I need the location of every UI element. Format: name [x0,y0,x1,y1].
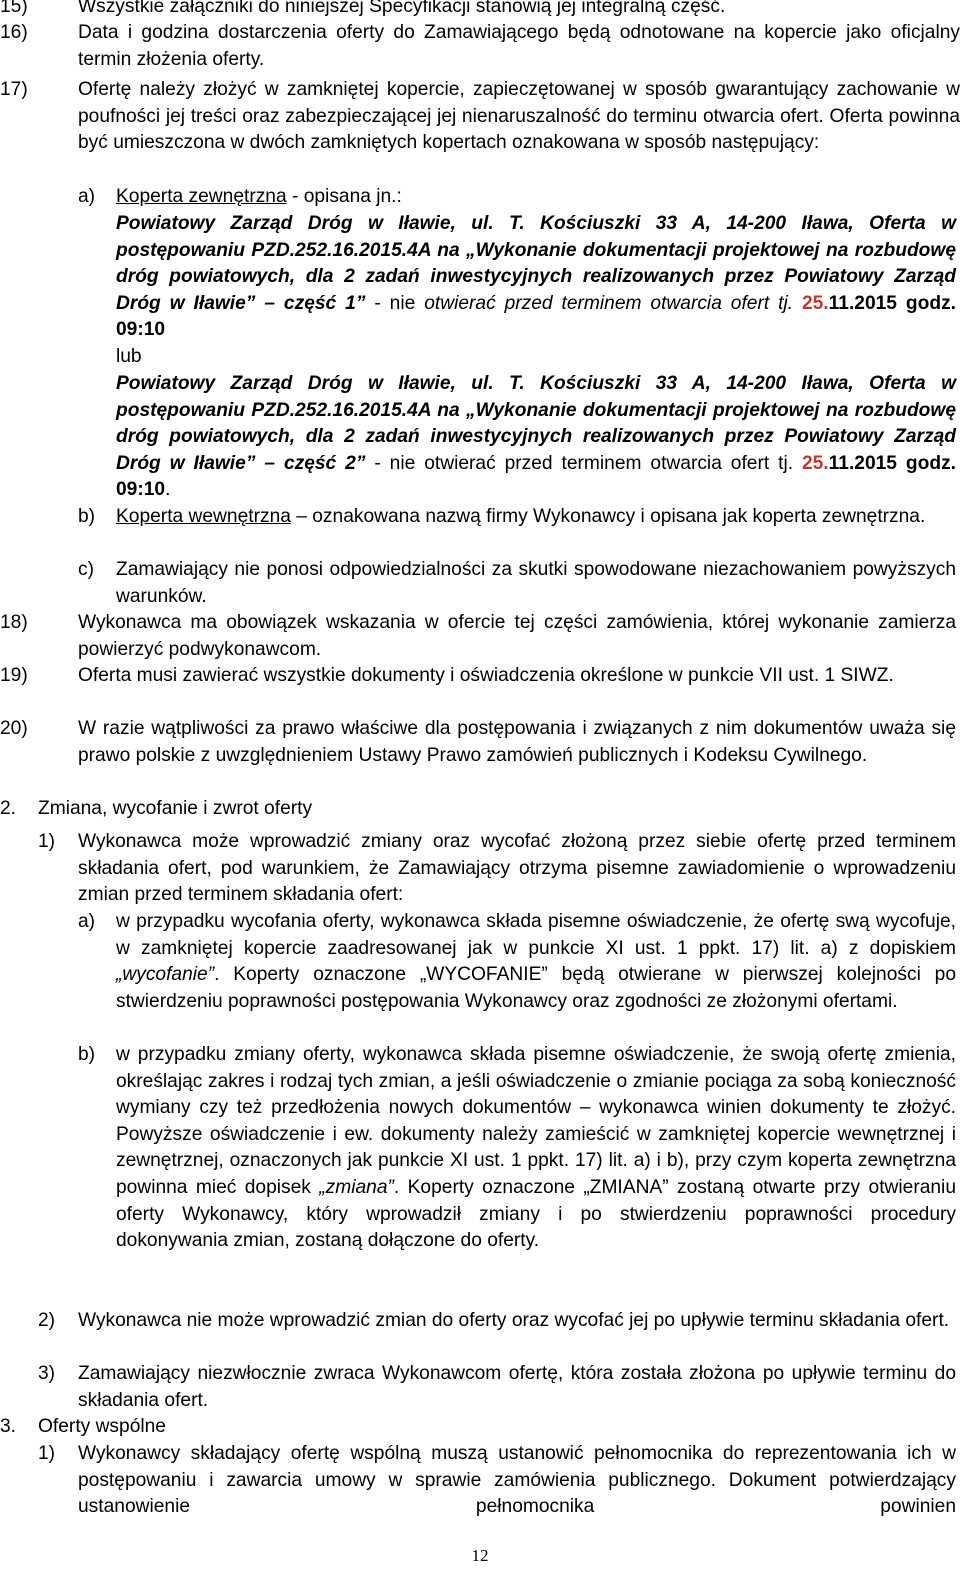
envelope-label-or: lub [116,346,142,367]
item-number: 17) [0,79,28,100]
section-heading-2: 2. Zmiana, wycofanie i zwrot oferty [0,798,313,819]
sub-item-17a [0,184,960,211]
page-number: 12 [471,1546,489,1565]
item-text: Ofertę należy złożyć w zamkniętej kopercie, zapieczętowanej w sposób gwarantujący zachowanie w poufności jej treści oraz zabezpieczającej jej nienaruszalność do terminu otwarcia ofert. Oferta powinna być umieszczona w dwóch zamkniętych kopertach oznakowana w sposób następujący: [78,79,960,154]
section2-item-1b: b) w przypadku zmiany oferty, wykonawca składa pisemne oświadczenie, że swoją ofertę zmienia, określając zakres i rodzaj tych zmian, a jeśli oświadczenie o zmianie pociąga za sobą konieczność wymiany czy też przedłożenia nowych dokumentów – wykonawca winien dokumenty te złożyć. Powyższe oświadczenie i ew. dokumenty należy zamieścić w zamkniętej kopercie wewnętrznej i zewnętrznej, oznaczonych jak punkcie XI ust. 1 ppkt. 17) lit. a) i b), przy czym koperta zewnętrzna powinna mieć dopisek „zmiana”. Koperty oznaczone „ZMIANA” zostaną otwarte przy otwieraniu oferty Wykonawcy, który wprowadził zmiany i po stwierdzeniu poprawności procedury dokonywania zmian, zostaną dołączone do oferty. [78,1044,956,1252]
section-heading-3: 3. Oferty wspólne [0,1416,166,1437]
list-item-15 [0,0,960,21]
item-number: 16) [0,22,28,43]
inner-envelope-label: Koperta wewnętrzna [116,506,291,527]
item-text: Data i godzina dostarczenia oferty do Zamawiającego będą odnotowane na kopercie jako oficjalny termin złożenia oferty. [78,22,960,70]
sub-item-letter: c) [78,559,94,580]
section2-item-3: 3) Zamawiający niezwłocznie zwraca Wykonawcom ofertę, która została złożona po upływie terminu do składania ofert. [38,1363,956,1411]
section2-item-1a: a) w przypadku wycofania oferty, wykonawca składa pisemne oświadczenie, że ofertę swą wycofuje, w zamkniętej kopercie zaadresowanej jak w punkcie XI ust. 1 ppkt. 17) lit. a) z dopiskiem „wycofanie”. Koperty oznaczone „WYCOFANIE” będą otwierane w pierwszej kolejności po stwierdzeniu poprawności postępowania Wykonawcy oraz zgodności ze złożonymi ofertami. [78,911,956,1012]
list-item-19: 19) Oferta musi zawierać wszystkie dokumenty i oświadczenia określone w punkcie VII ust. 1 SIWZ. [0,665,894,686]
list-item-20: 20) W razie wątpliwości za prawo właściwe dla postępowania i związanych z nim dokumentów uważa się prawo polskie z uwzględnieniem Ustawy Prawo zamówień publicznych i Kodeksu Cywilnego. [0,718,956,766]
sub-item-17b: b) Koperta wewnętrzna – oznakowana nazwą firmy Wykonawcy i opisana jak koperta zewnętrzna. [0,504,956,531]
list-item-16 [0,20,960,73]
section2-item-1: 1) Wykonawca może wprowadzić zmiany oraz wycofać złożoną przez siebie ofertę przed terminem składania ofert, pod warunkiem, że Zamawiający otrzyma pisemne zawiadomienie o wprowadzeniu zmian przed terminem składania ofert: [38,831,956,906]
list-item-18: 18) Wykonawca ma obowiązek wskazania w ofercie tej części zamówienia, której wykonanie zamierza powierzyć podwykonawcom. [0,612,956,660]
sub-item-letter: b) [78,506,96,527]
list-item-17 [0,77,960,157]
section3-item-1: 1) Wykonawcy składający ofertę wspólną muszą ustanowić pełnomocnika do reprezentowania ich w postępowaniu i zawarcia umowy w sprawie zamówienia publicznego. Dokument potwierdzający ustanowienie pełnomocnika powinien [38,1443,956,1518]
outer-envelope-suffix: - opisana jn.: [286,186,402,207]
item-number: 15) [0,0,28,17]
envelope-label-part2: Powiatowy Zarząd Dróg w Iławie, ul. T. Kościuszki 33 A, 14-200 Iława, Oferta w postępowaniu PZD.252.16.2015.4A na „Wykonanie dokumentacji projektowej na rozbudowę dróg powiatowych, dla 2 zadań inwestycyjnych realizowanych przez Powiatowy Zarząd Dróg w Iławie” – część 2” - nie otwierać przed terminem otwarcia ofert tj. 25.11.2015 godz. 09:10. [116,373,956,501]
outer-envelope-label: Koperta zewnętrzna [116,186,287,207]
sub-item-letter: a) [78,186,96,207]
envelope-label-part1: Powiatowy Zarząd Dróg w Iławie, ul. T. Kościuszki 33 A, 14-200 Iława, Oferta w postępowaniu PZD.252.16.2015.4A na „Wykonanie dokumentacji projektowej na rozbudowę dróg powiatowych, dla 2 zadań inwestycyjnych realizowanych przez Powiatowy Zarząd Dróg w Iławie” – część 1” - nie otwierać przed terminem otwarcia ofert tj. 25.11.2015 godz. 09:10 [116,213,956,341]
item-text: Wszystkie załączniki do niniejszej Specyfikacji stanowią jej integralną część. [78,0,726,17]
sub-item-17c: c) Zamawiający nie ponosi odpowiedzialności za skutki spowodowane niezachowaniem powyższych warunków. [0,557,956,610]
section2-item-2: 2) Wykonawca nie może wprowadzić zmian do oferty oraz wycofać jej po upływie terminu składania ofert. [38,1310,950,1331]
